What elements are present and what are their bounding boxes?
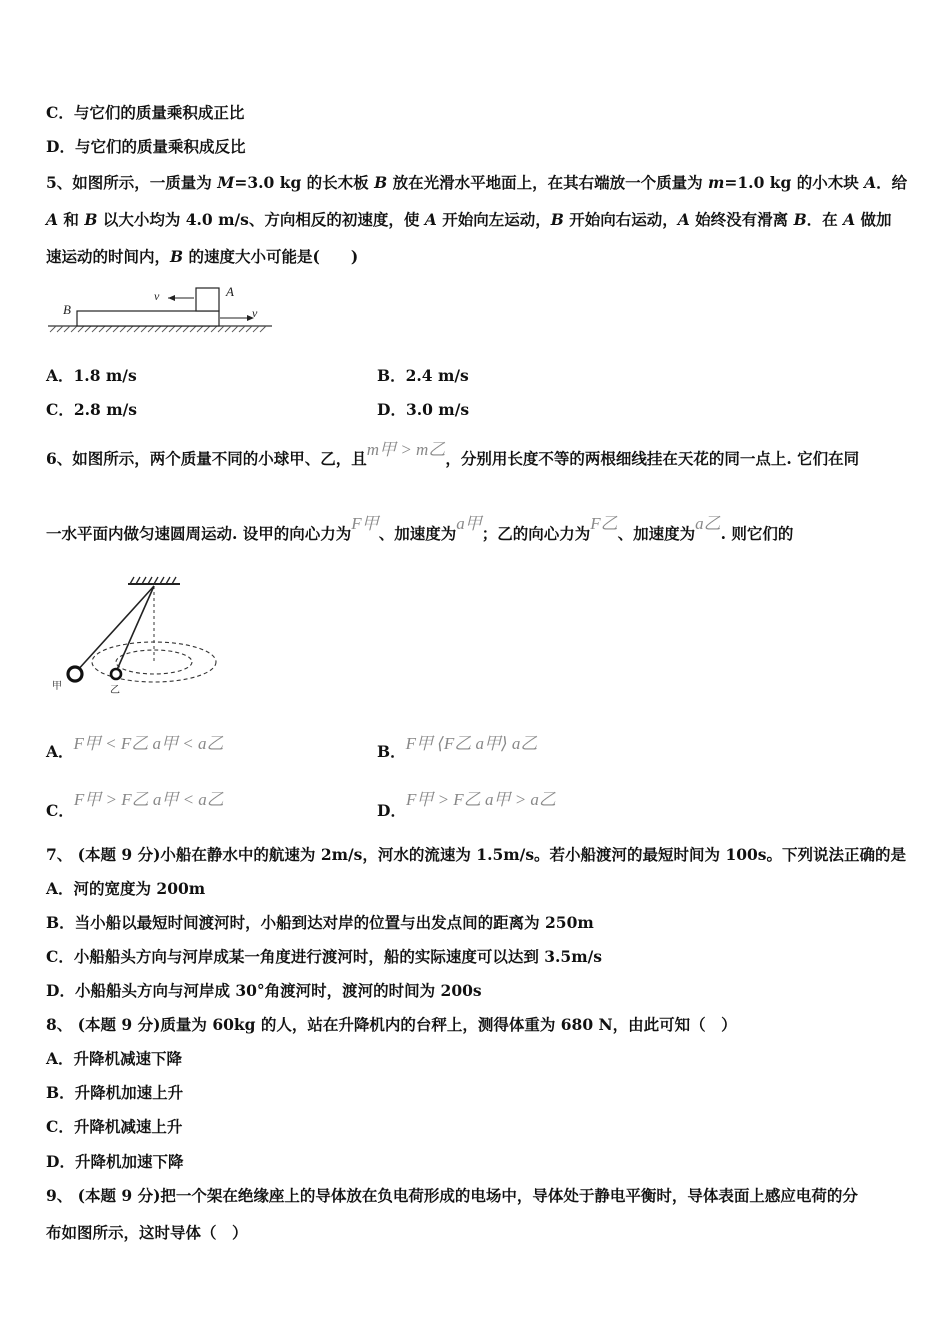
q8-option-b: B．升降机加速上升 bbox=[46, 1083, 184, 1102]
q8-option-d: D．升降机加速下降 bbox=[46, 1152, 184, 1171]
ground-hatching bbox=[50, 326, 266, 332]
q7-option-b: B．当小船以最短时间渡河时，小船到达对岸的位置与出发点间的距离为 250m bbox=[46, 913, 594, 932]
svg-text:v: v bbox=[154, 289, 160, 303]
q8-option-c: C．升降机减速上升 bbox=[46, 1117, 183, 1136]
q8-option-a: A．升降机减速下降 bbox=[46, 1049, 183, 1068]
q7-stem: 7、 (本题 9 分)小船在静水中的航速为 2m/s，河水的流速为 1.5m/s。若小船渡河的最短时间为 100s。下列说法正确的是 bbox=[46, 845, 907, 864]
ball-yi bbox=[111, 669, 121, 679]
q5-stem-line1: 5、如图所示，一质量为 M=3.0 kg 的长木板 B 放在光滑水平地面上，在其右端放一个质量为 m=1.0 kg 的小木块 A．给 bbox=[46, 173, 908, 192]
q5-option-b: B．2.4 m/s bbox=[377, 366, 469, 385]
q5-option-a: A．1.8 m/s bbox=[46, 366, 137, 385]
svg-text:v: v bbox=[252, 306, 258, 320]
q6-option-b: B．F甲 ⟨F乙 a甲⟩ a乙 bbox=[377, 734, 538, 761]
q6-option-a: A．F甲 < F乙 a甲 < a乙 bbox=[46, 734, 224, 761]
q9-stem-line2: 布如图所示，这时导体（ ） bbox=[46, 1223, 248, 1242]
q6-stem-line2: 一水平面内做匀速圆周运动. 设甲的向心力为F甲、加速度为a甲；乙的向心力为F乙、加速度为a乙. 则它们的 bbox=[46, 514, 794, 543]
string-jia bbox=[76, 586, 154, 672]
q6-option-d: D．F甲 > F乙 a甲 > a乙 bbox=[377, 790, 556, 820]
svg-text:甲: 甲 bbox=[52, 681, 62, 692]
arrow-left-icon bbox=[168, 295, 175, 301]
q6-stem-line1: 6、如图所示，两个质量不同的小球甲、乙，且m甲 > m乙，分别用长度不等的两根细线挂在天花的同一点上. 它们在同 bbox=[46, 440, 860, 468]
q7-option-a: A．河的宽度为 200m bbox=[46, 879, 206, 898]
svg-text:乙: 乙 bbox=[110, 685, 120, 696]
q5-option-d: D．3.0 m/s bbox=[377, 400, 470, 419]
q5-option-c: C．2.8 m/s bbox=[46, 400, 137, 419]
string-yi bbox=[116, 586, 154, 672]
board-b bbox=[77, 311, 219, 326]
q5-board-block-figure bbox=[44, 280, 276, 338]
ball-jia bbox=[68, 667, 82, 681]
ceiling-hatching bbox=[130, 577, 176, 584]
q6-option-c: C．F甲 > F乙 a甲 < a乙 bbox=[46, 790, 224, 820]
svg-text:B: B bbox=[63, 302, 71, 317]
q4-option-d: D．与它们的质量乘积成反比 bbox=[46, 137, 246, 156]
q9-stem-line1: 9、 (本题 9 分)把一个架在绝缘座上的导体放在负电荷形成的电场中，导体处于静电平衡时，导体表面上感应电荷的分 bbox=[46, 1186, 858, 1205]
q8-stem: 8、 (本题 9 分)质量为 60kg 的人，站在升降机内的台秤上，测得体重为 680 N，由此可知（ ） bbox=[46, 1015, 737, 1034]
q6-conical-pendulum-figure bbox=[48, 574, 226, 696]
q7-option-d: D．小船船头方向与河岸成 30°角渡河时，渡河的时间为 200s bbox=[46, 981, 482, 1000]
svg-text:A: A bbox=[226, 284, 234, 299]
block-a bbox=[196, 288, 219, 311]
q5-stem-line2: A 和 B 以大小均为 4.0 m/s、方向相反的初速度，使 A 开始向左运动，B 开始向右运动，A 始终没有滑离 B．在 A 做加 bbox=[46, 210, 892, 229]
q5-stem-line3: 速运动的时间内，B 的速度大小可能是( ) bbox=[46, 247, 359, 266]
q7-option-c: C．小船船头方向与河岸成某一角度进行渡河时，船的实际速度可以达到 3.5m/s bbox=[46, 947, 602, 966]
q4-option-c: C．与它们的质量乘积成正比 bbox=[46, 103, 245, 122]
